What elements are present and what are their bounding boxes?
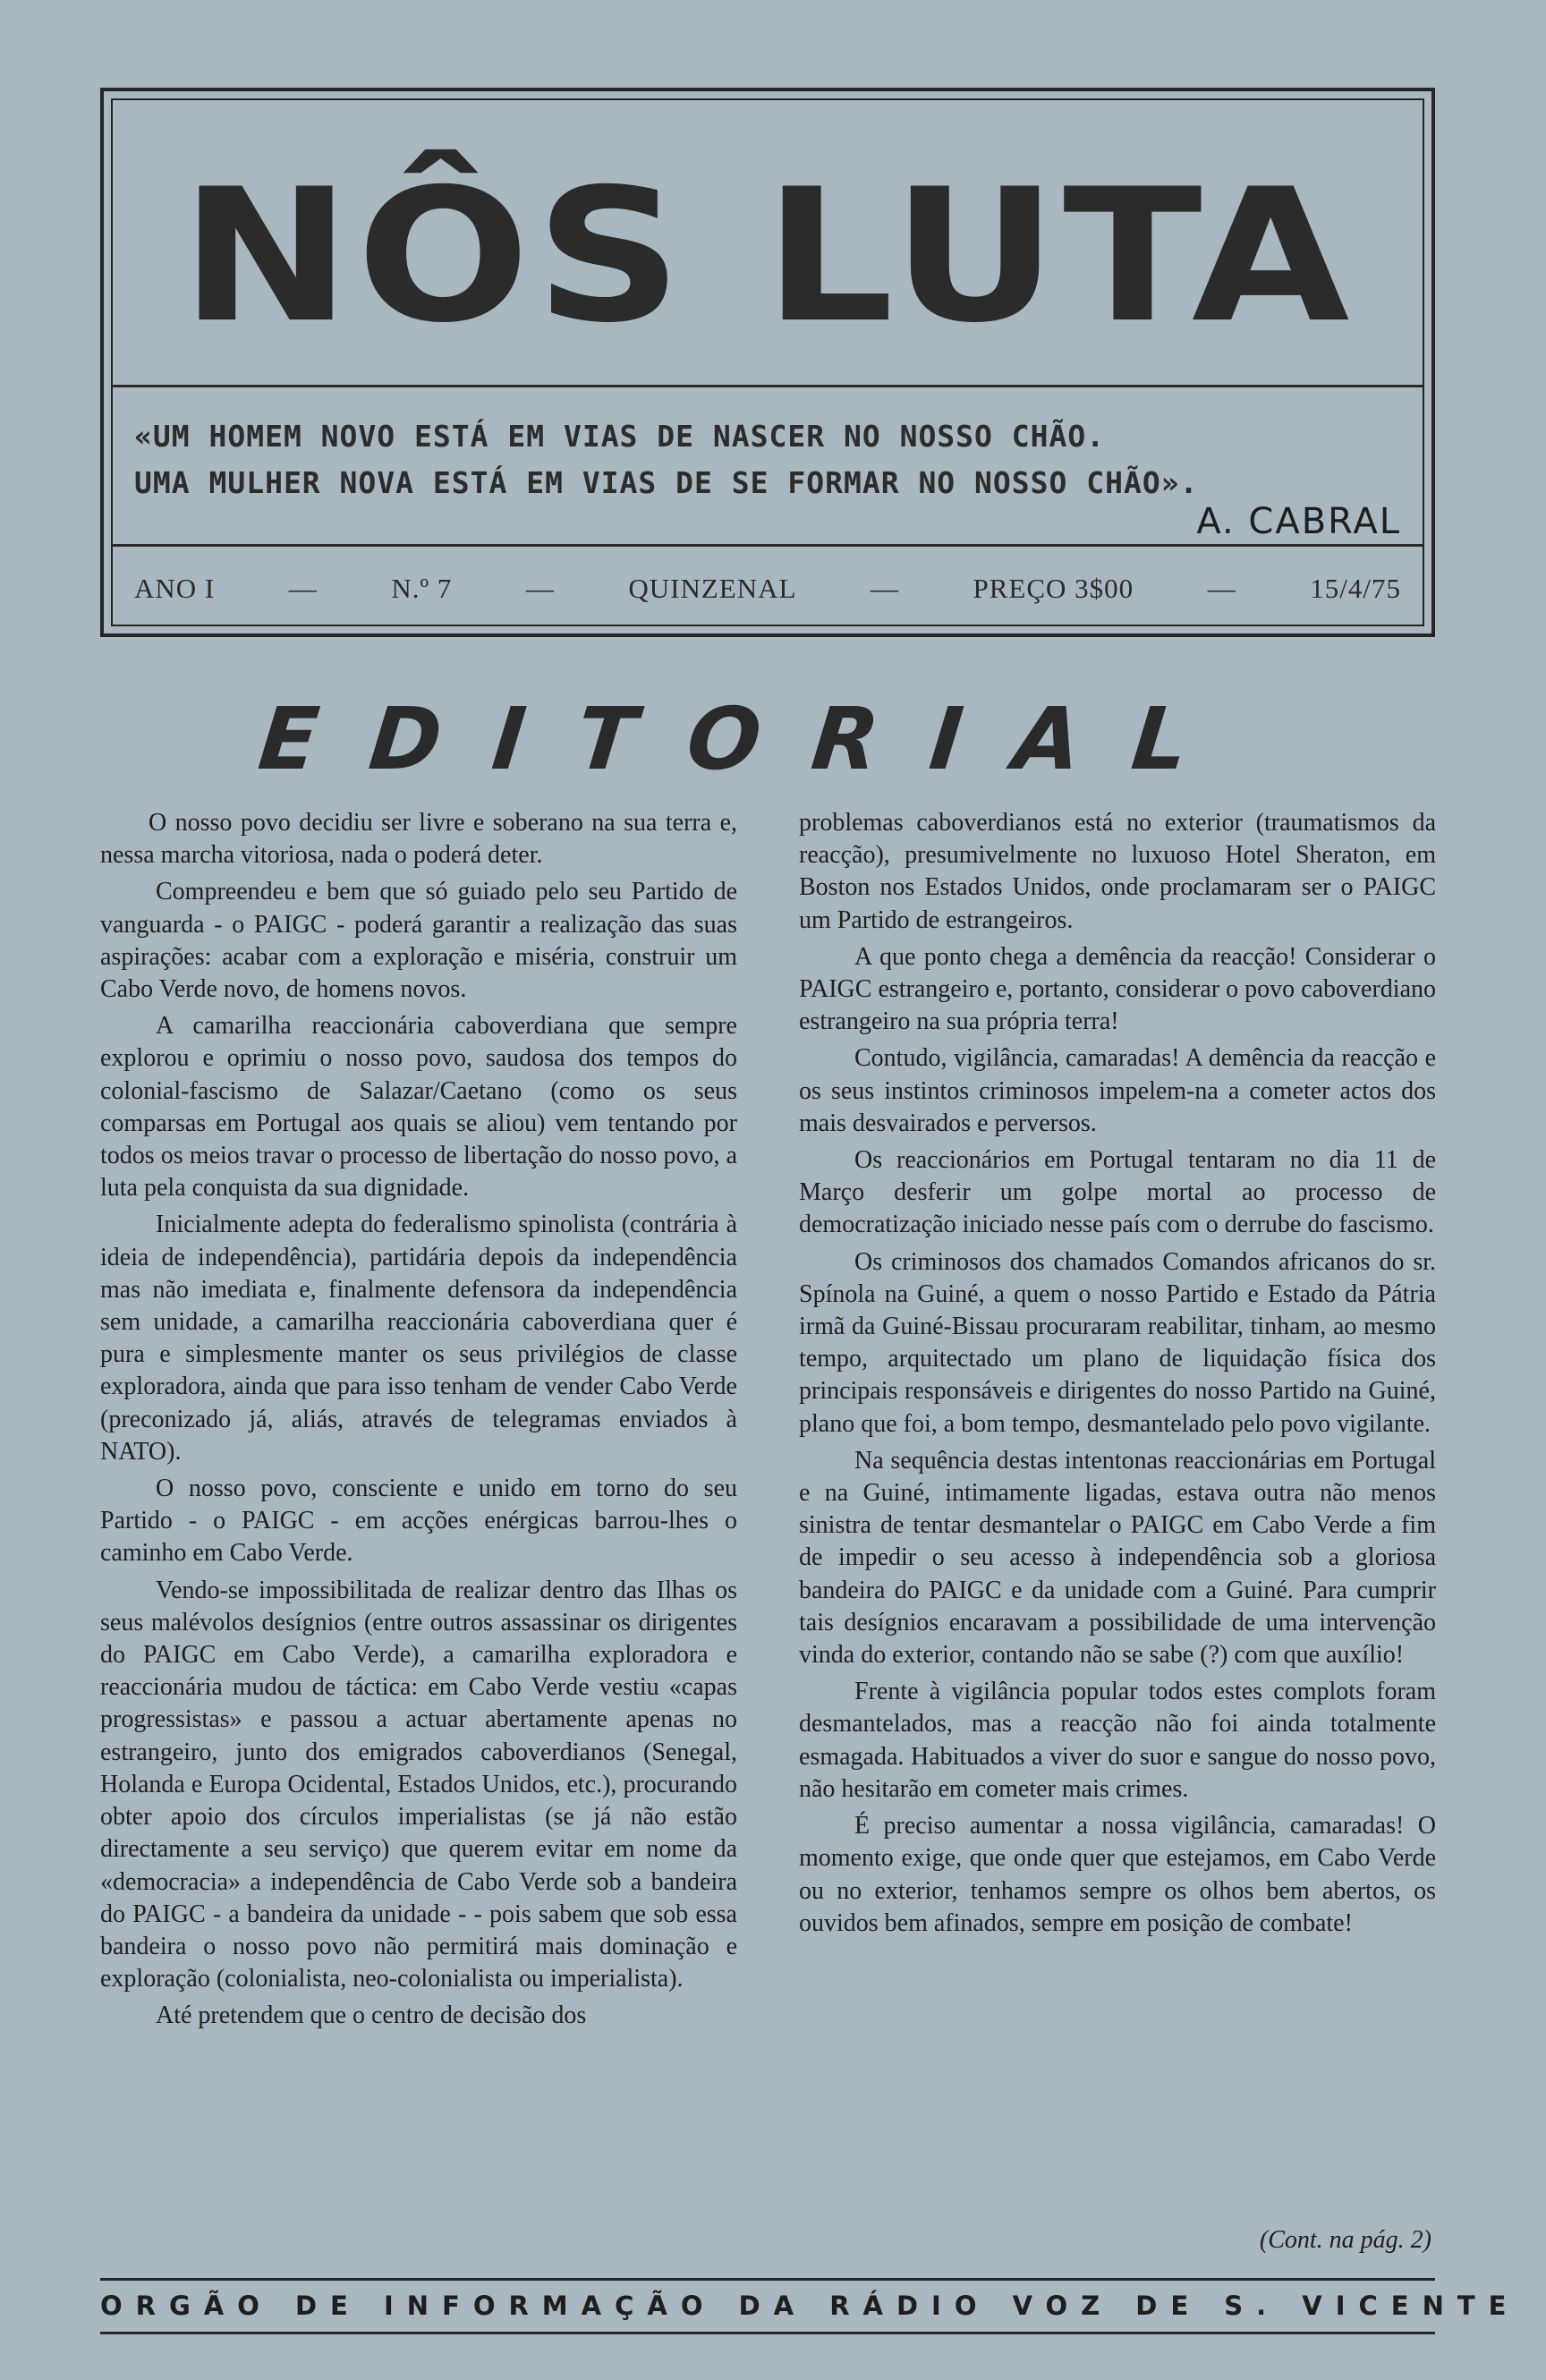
paragraph: A camarilha reaccionária caboverdiana que sempre explorou e oprimiu o nosso povo, saudosa dos tempos do colonial-fascismo de Salazar/Caetano (como os seus comparsas em Portugal aos quais se aliou) vem tentando por todos os meios travar o processo de libertação do nosso povo, a luta pela conquista da sua dignidade. xyxy=(100,1012,737,1203)
masthead-frame xyxy=(111,98,1424,626)
masthead xyxy=(100,88,1435,637)
issue-separator: — xyxy=(525,573,555,604)
masthead-divider xyxy=(113,385,1423,387)
issue-separator: — xyxy=(288,573,318,604)
paragraph: Inicialmente adepta do federalismo spinolista (contrária à ideia de independência), partidária depois da independência mas não imediata e, finalmente defensora da independência sem unidade, a camarilha reaccionária caboverdiana quer é pura e simplesmente manter os seus privilégios de classe exploradora, ainda que para isso tenham de vender Cabo Verde (preconizado já, aliás, através de telegramas enviados à NATO). xyxy=(100,1211,737,1466)
issue-divider xyxy=(113,544,1423,547)
paragraph: Os reaccionários em Portugal tentaram no dia 11 de Março desferir um golpe mortal ao processo de democratização iniciado nesse país com o derrube do fascismo. xyxy=(799,1146,1436,1239)
issue-separator: — xyxy=(870,573,899,604)
footer-banner: ORGÃO DE INFORMAÇÃO DA RÁDIO VOZ DE S. VICENTE xyxy=(100,2291,1520,2321)
paragraph: Contudo, vigilância, camaradas! A demência da reacção e os seus instintos criminosos impelem-na a cometer actos dos mais desvairados e perversos. xyxy=(799,1044,1436,1137)
continued-note: (Cont. na pág. 2) xyxy=(1259,2226,1431,2254)
paragraph: Na sequência destas intentonas reaccionárias em Portugal e na Guiné, intimamente ligadas, estava outra não menos sinistra de tentar desmantelar o PAIGC em Cabo Verde a fim de impedir o seu acesso à independência sob a gloriosa bandeira do PAIGC e da unidade com a Guiné. Para cumprir tais desígnios encaravam a possibilidade de uma intervenção vinda do exterior, contando não se sabe (?) com que auxílio! xyxy=(799,1446,1436,1670)
paragraph: Os criminosos dos chamados Comandos africanos do sr. Spínola na Guiné, a quem o nosso Partido e Estado da Pátria irmã da Guiné-Bissau procuraram reabilitar, tinham, ao mesmo tempo, arquitectado um plano de liquidação física dos principais responsáveis e dirigentes do nosso Partido na Guiné, plano que foi, a bom tempo, desmantelado pelo povo vigilante. xyxy=(799,1247,1436,1438)
footer-rule-top xyxy=(100,2278,1435,2281)
paragraph: O nosso povo decidiu ser livre e soberano na sua terra e, nessa marcha vitoriosa, nada o poderá deter. xyxy=(100,809,737,870)
editorial-column-left xyxy=(100,807,737,2037)
newspaper-title: NÔS LUTA xyxy=(180,149,1355,363)
paragraph: Compreendeu e bem que só guiado pelo seu Partido de vanguarda - o PAIGC - poderá garantir a realização das suas aspirações: acabar com a exploração e miséria, construir um Cabo Verde novo, de homens novos. xyxy=(100,878,737,1004)
masthead-quote xyxy=(134,413,1401,506)
quote-author: A. CABRAL xyxy=(1196,501,1401,542)
editorial-column-right xyxy=(799,807,1436,1944)
issue-info xyxy=(134,573,1401,605)
paragraph: problemas caboverdianos está no exterior (traumatismos da reacção), presumivelmente no luxuoso Hotel Sheraton, em Boston nos Estados Unidos, onde proclamaram ser o PAIGC um Partido de estrangeiros. xyxy=(799,809,1436,934)
footer-rule-bottom xyxy=(100,2332,1435,2334)
issue-price: PREÇO 3$00 xyxy=(973,573,1134,604)
editorial-heading: EDITORIAL xyxy=(254,689,1245,789)
issue-separator: — xyxy=(1207,573,1236,604)
issue-number: N.º 7 xyxy=(391,573,453,604)
paragraph: A que ponto chega a demência da reacção! Considerar o PAIGC estrangeiro e, portanto, considerar o povo caboverdiano estrangeiro na sua própria terra! xyxy=(799,942,1436,1036)
paragraph: É preciso aumentar a nossa vigilância, camaradas! O momento exige, que onde quer que estejamos, em Cabo Verde ou no exterior, tenhamos sempre os olhos bem abertos, os ouvidos bem afinados, sempre em posição de combate! xyxy=(799,1812,1436,1937)
paragraph: Até pretendem que o centro de decisão dos xyxy=(156,2002,587,2030)
quote-line-1: «UM HOMEM NOVO ESTÁ EM VIAS DE NASCER NO NOSSO CHÃO. xyxy=(134,419,1106,454)
issue-year: ANO I xyxy=(134,573,216,604)
issue-frequency: QUINZENAL xyxy=(628,573,797,604)
quote-line-2: UMA MULHER NOVA ESTÁ EM VIAS DE SE FORMAR NO NOSSO CHÃO». xyxy=(134,465,1199,500)
paragraph: Frente à vigilância popular todos estes complots foram desmantelados, mas a reacção não foi ainda totalmente esmagada. Habituados a viver do suor e sangue do nosso povo, não hesitarão em cometer mais crimes. xyxy=(799,1678,1436,1803)
issue-date: 15/4/75 xyxy=(1310,573,1401,604)
paragraph: Vendo-se impossibilitada de realizar dentro das Ilhas os seus malévolos desígnios (entre outros assassinar os dirigentes do PAIGC em Cabo Verde), a camarilha exploradora e reaccionária mudou de táctica: em Cabo Verde vestiu «capas progressistas» e passou a actuar abertamente apenas no estrangeiro, junto dos emigrados caboverdianos (Senegal, Holanda e Europa Ocidental, Estados Unidos, etc.), procurando obter apoio dos círculos imperialistas (se já não estão directamente a seu serviço) que querem evitar em nome da «democracia» a independência de Cabo Verde sob a bandeira do PAIGC - a bandeira da unidade - - pois sabem que sob essa bandeira o nosso povo não permitirá mais dominação e exploração (colonialista, neo-colonialista ou imperialista). xyxy=(100,1576,737,1993)
paragraph: O nosso povo, consciente e unido em torno do seu Partido - o PAIGC - em acções enérgicas barrou-lhes o caminho em Cabo Verde. xyxy=(100,1475,737,1568)
